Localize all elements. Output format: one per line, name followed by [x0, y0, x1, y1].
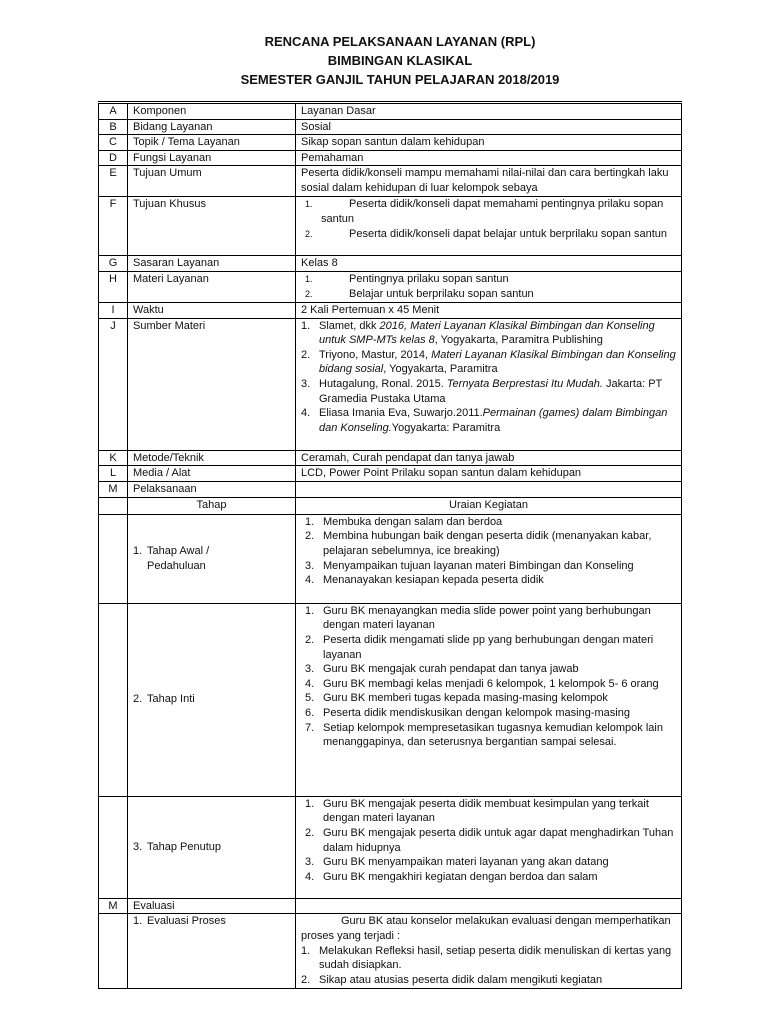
item-text: Guru BK menayangkan media slide power point yang berhubungan dengan materi layanan	[323, 604, 651, 632]
document-title	[100, 32, 700, 89]
reference-title: Permainan (games) dalam Bimbingan dan Konseling.	[319, 407, 668, 434]
row-materi-layanan	[99, 271, 682, 302]
row-label: Tujuan Khusus	[128, 197, 296, 256]
activity-item	[301, 559, 676, 574]
row-label: Media / Alat	[128, 466, 296, 482]
item-text: Belajar untuk berprilaku sopan santun	[349, 287, 534, 300]
item-number: 3.	[305, 663, 315, 676]
stage-label	[133, 544, 290, 573]
item-text: Guru BK memberi tugas kepada masing-masing kelompok	[323, 692, 608, 705]
reference-title: 2016, Materi Layanan Klasikal Bimbingan dan Konseling untuk SMP-MTs kelas 8	[319, 319, 655, 347]
activity-item	[301, 855, 676, 870]
activity-item	[301, 706, 676, 721]
item-text: Setiap kelompok mempresetasikan tugasnya kemudian kelompok lain menanggapinya, dan seterusnya bergantian sampai selesai.	[323, 721, 663, 749]
item-number: 2.	[301, 973, 311, 986]
activity-item	[301, 573, 676, 588]
item-text: Peserta didik/konseli dapat belajar untuk berprilaku sopan santun	[349, 227, 667, 240]
activity-item	[301, 721, 676, 750]
row-code: D	[99, 150, 128, 166]
item-number: 2.	[305, 826, 315, 839]
reference-title: Ternyata Berprestasi Itu Mudah.	[446, 377, 603, 390]
list-item	[301, 272, 676, 287]
item-text: Pentingnya prilaku sopan santun	[349, 272, 509, 285]
row-komponen	[99, 103, 682, 120]
row-sumber-materi	[99, 318, 682, 450]
reference-item	[301, 406, 676, 435]
item-number: 1.	[305, 515, 315, 528]
item-text: Guru BK mengakhiri kegiatan dengan berdoa dan salam	[323, 870, 598, 883]
row-value: 2 Kali Pertemuan x 45 Menit	[296, 302, 682, 318]
row-code: H	[99, 271, 128, 302]
item-number: 1.	[305, 797, 315, 810]
reference-text: Slamet, dkk	[319, 319, 380, 332]
item-number: 4.	[301, 407, 311, 420]
item-text: Peserta didik/konseli dapat memahami pentingnya prilaku sopan santun	[321, 198, 664, 225]
row-pelaksanaan	[99, 481, 682, 497]
stage-label-cell	[128, 796, 296, 898]
row-label: Sasaran Layanan	[128, 256, 296, 272]
row-label: Evaluasi	[128, 898, 296, 914]
empty-cell	[99, 603, 128, 796]
row-value: Pemahaman	[296, 150, 682, 166]
item-text: Menanayakan kesiapan kepada peserta didik	[323, 574, 544, 587]
row-value	[296, 197, 682, 256]
stage-row-inti	[99, 603, 682, 796]
row-value: Sosial	[296, 119, 682, 135]
list-item	[301, 197, 676, 226]
row-label: Topik / Tema Layanan	[128, 135, 296, 151]
reference-item	[301, 377, 676, 406]
row-code: I	[99, 302, 128, 318]
row-value: Sikap sopan santun dalam kehidupan	[296, 135, 682, 151]
row-value	[296, 481, 682, 497]
item-number: 4.	[305, 574, 315, 587]
item-text: Melakukan Refleksi hasil, setiap peserta didik menuliskan di kertas yang sudah disiapkan.	[319, 944, 672, 972]
row-label: Sumber Materi	[128, 318, 296, 450]
item-number: 1.	[301, 319, 311, 332]
evaluasi-intro: Guru BK atau konselor melakukan evaluasi dengan memperhatikan proses yang terjadi :	[301, 915, 671, 942]
item-number: 1.	[305, 273, 313, 284]
item-number: 4.	[305, 870, 315, 883]
reference-text: Triyono, Mastur, 2014,	[319, 348, 432, 361]
item-text: Membina hubungan baik dengan peserta didik (menanyakan kabar, pelajaran sebelumnya, ice breaking)	[323, 530, 652, 557]
column-header-tahap: Tahap	[128, 497, 296, 514]
reference-text: Jakarta: PT Gramedia Pustaka Utama	[319, 377, 663, 405]
activity-item	[301, 677, 676, 692]
stage-label-cell	[128, 514, 296, 603]
item-number: 3.	[301, 377, 311, 390]
pelaksanaan-header-row	[99, 497, 682, 514]
item-text: Sikap atau atusias peserta didik dalam mengikuti kegiatan	[319, 973, 603, 986]
empty-cell	[99, 914, 128, 989]
row-label: Fungsi Layanan	[128, 150, 296, 166]
row-code: F	[99, 197, 128, 256]
activity-item	[301, 826, 676, 855]
activity-item	[301, 797, 676, 826]
stage-name: Tahap Penutup	[147, 840, 222, 853]
activity-item	[301, 633, 676, 662]
reference-title: Materi Layanan Klasikal Bimbingan dan Konseling bidang sosial	[319, 348, 676, 376]
reference-text: Yogyakarta: Paramitra	[391, 421, 501, 434]
item-text: Membuka dengan salam dan berdoa	[323, 515, 503, 528]
item-text: Menyampaikan tujuan layanan materi Bimbingan dan Konseling	[323, 559, 634, 572]
stage-number: 1.	[133, 545, 143, 558]
row-value	[296, 271, 682, 302]
row-code: A	[99, 103, 128, 120]
row-code: M	[99, 898, 128, 914]
item-text: Guru BK menyampaikan materi layanan yang akan datang	[323, 856, 609, 869]
item-number: 6.	[305, 706, 315, 719]
row-tujuan-umum	[99, 166, 682, 197]
stage-activities	[296, 796, 682, 898]
row-value: LCD, Power Point Prilaku sopan santun dalam kehidupan	[296, 466, 682, 482]
item-number: 1.	[133, 915, 143, 928]
row-waktu	[99, 302, 682, 318]
evaluasi-proses-content	[296, 914, 682, 989]
title-line-2: BIMBINGAN KLASIKAL	[327, 53, 473, 68]
item-number: 3.	[305, 856, 315, 869]
empty-cell	[99, 796, 128, 898]
row-fungsi-layanan	[99, 150, 682, 166]
row-code: E	[99, 166, 128, 197]
item-number: 2.	[305, 530, 315, 543]
activity-item	[301, 662, 676, 677]
row-value	[296, 318, 682, 450]
reference-text: Hutagalung, Ronal. 2015.	[319, 377, 447, 390]
item-number: 1.	[301, 944, 311, 957]
item-number: 1.	[305, 604, 315, 617]
row-metode-teknik	[99, 450, 682, 466]
row-sasaran-layanan	[99, 256, 682, 272]
item-text: Guru BK mengajak curah pendapat dan tanya jawab	[323, 663, 579, 676]
empty-cell	[99, 497, 128, 514]
activity-item	[301, 515, 676, 530]
stage-label	[133, 840, 290, 855]
row-label: Metode/Teknik	[128, 450, 296, 466]
list-item	[301, 287, 676, 302]
row-label: Bidang Layanan	[128, 119, 296, 135]
evaluasi-proses-name: Evaluasi Proses	[147, 915, 226, 928]
item-text: Guru BK mengajak peserta didik untuk agar dapat menghadirkan Tuhan dalam hidupnya	[323, 826, 674, 854]
item-number: 5.	[305, 692, 315, 705]
title-line-3: SEMESTER GANJIL TAHUN PELAJARAN 2018/2019	[240, 72, 560, 87]
reference-text: , Yogyakarta, Paramitra	[383, 363, 498, 376]
item-number: 1.	[305, 199, 313, 210]
row-code: M	[99, 481, 128, 497]
item-text: Peserta didik mengamati slide pp yang berhubungan dengan materi layanan	[323, 633, 654, 661]
row-label: Komponen	[128, 103, 296, 120]
column-header-uraian: Uraian Kegiatan	[296, 497, 682, 514]
row-value: Layanan Dasar	[296, 103, 682, 120]
item-number: 2.	[305, 228, 313, 239]
row-evaluasi-proses	[99, 914, 682, 989]
stage-activities	[296, 514, 682, 603]
stage-name: Tahap Awal / Pedahuluan	[147, 545, 210, 572]
row-label: Pelaksanaan	[128, 481, 296, 497]
evaluasi-proses-label	[133, 914, 290, 929]
evaluasi-item	[301, 944, 676, 973]
row-tujuan-khusus	[99, 197, 682, 256]
row-evaluasi	[99, 898, 682, 914]
row-label: Waktu	[128, 302, 296, 318]
stage-number: 2.	[133, 693, 143, 706]
stage-row-awal	[99, 514, 682, 603]
row-topik	[99, 135, 682, 151]
row-label: Tujuan Umum	[128, 166, 296, 197]
item-text: Peserta didik mendiskusikan dengan kelompok masing-masing	[323, 706, 630, 719]
activity-item	[301, 870, 676, 885]
item-number: 4.	[305, 677, 315, 690]
item-number: 7.	[305, 721, 315, 734]
item-text: Guru BK mengajak peserta didik membuat kesimpulan yang terkait dengan materi layanan	[323, 797, 649, 825]
row-value	[296, 898, 682, 914]
stage-row-penutup	[99, 796, 682, 898]
stage-name: Tahap Inti	[147, 693, 195, 706]
activity-item	[301, 529, 676, 558]
item-number: 2.	[305, 633, 315, 646]
stage-label	[133, 692, 290, 707]
list-item	[301, 227, 676, 242]
stage-number: 3.	[133, 840, 143, 853]
row-value: Peserta didik/konseli mampu memahami nilai-nilai dan cara bertingkah laku sosial dalam kehidupan di luar kelompok sebaya	[296, 166, 682, 197]
reference-text: , Yogyakarta, Paramitra Publishing	[434, 334, 603, 347]
stage-label-cell	[128, 603, 296, 796]
row-code: J	[99, 318, 128, 450]
activity-item	[301, 691, 676, 706]
reference-item	[301, 348, 676, 377]
item-number: 3.	[305, 559, 315, 572]
reference-text: Eliasa Imania Eva, Suwarjo.2011.	[319, 407, 483, 420]
item-number: 2.	[301, 348, 311, 361]
activity-item	[301, 604, 676, 633]
stage-activities	[296, 603, 682, 796]
title-line-1: RENCANA PELAKSANAAN LAYANAN (RPL)	[264, 34, 536, 49]
row-bidang-layanan	[99, 119, 682, 135]
row-code: B	[99, 119, 128, 135]
row-code: G	[99, 256, 128, 272]
row-code: C	[99, 135, 128, 151]
row-code: K	[99, 450, 128, 466]
row-label: Materi Layanan	[128, 271, 296, 302]
evaluasi-proses-label-cell	[128, 914, 296, 989]
item-number: 2.	[305, 288, 313, 299]
reference-item	[301, 319, 676, 348]
evaluasi-item	[301, 973, 676, 988]
rpl-table	[98, 101, 682, 989]
row-code: L	[99, 466, 128, 482]
row-value: Kelas 8	[296, 256, 682, 272]
row-value: Ceramah, Curah pendapat dan tanya jawab	[296, 450, 682, 466]
empty-cell	[99, 514, 128, 603]
item-text: Guru BK membagi kelas menjadi 6 kelompok, 1 kelompok 5- 6 orang	[323, 677, 659, 690]
row-media-alat	[99, 466, 682, 482]
